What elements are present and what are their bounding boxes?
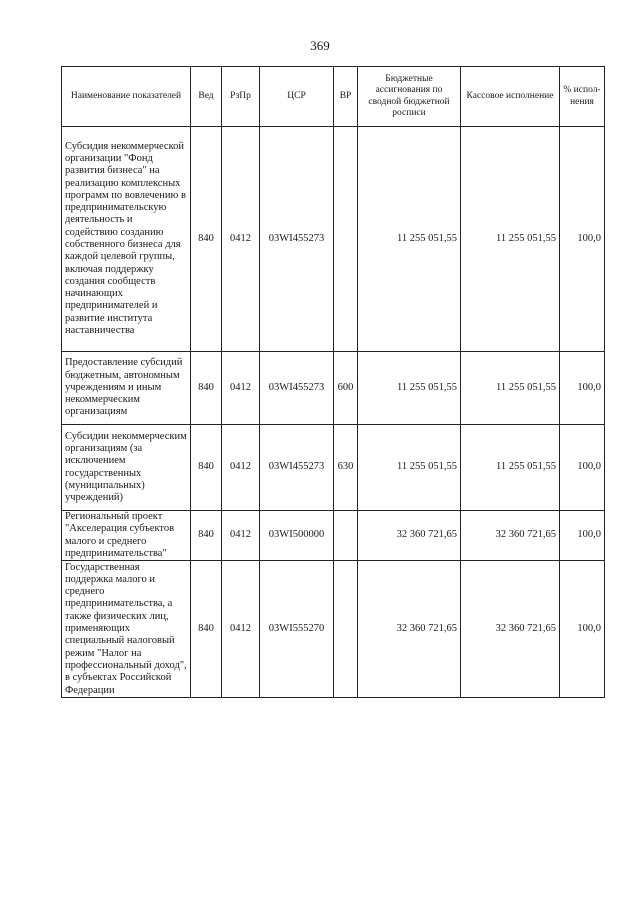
row-cash: 11 255 051,55 <box>461 352 560 425</box>
row-vr: 630 <box>334 425 358 511</box>
row-csr: 03WI455273 <box>260 425 334 511</box>
row-ved: 840 <box>191 511 222 561</box>
row-ved: 840 <box>191 561 222 698</box>
row-csr: 03WI455273 <box>260 352 334 425</box>
row-csr: 03WI555270 <box>260 561 334 698</box>
row-rzpr: 0412 <box>222 561 260 698</box>
row-percent: 100,0 <box>560 561 605 698</box>
row-vr <box>334 511 358 561</box>
table-row <box>62 127 605 352</box>
row-name: Государственная поддержка малого и среднего предпринимательства, а также физических лиц, применяющих специальный налоговый режим "Налог на профессиональный доход", в субъектах Российской Федерации <box>62 561 191 698</box>
header-vr: ВР <box>334 67 358 127</box>
header-ved: Вед <box>191 67 222 127</box>
row-name: Субсидии некоммерческим организациям (за исключением государственных (муниципальных) учреждений) <box>62 425 191 511</box>
row-cash: 32 360 721,65 <box>461 561 560 698</box>
row-ved: 840 <box>191 127 222 352</box>
row-vr <box>334 561 358 698</box>
row-ved: 840 <box>191 352 222 425</box>
table-row <box>62 352 605 425</box>
budget-execution-table <box>61 66 605 698</box>
row-rzpr: 0412 <box>222 511 260 561</box>
table-row <box>62 425 605 511</box>
row-name: Предоставление субсидий бюджетным, автономным учреждениям и иным некоммерческим организациям <box>62 352 191 425</box>
row-percent: 100,0 <box>560 425 605 511</box>
row-budget: 11 255 051,55 <box>358 352 461 425</box>
row-csr: 03WI455273 <box>260 127 334 352</box>
table-header-row <box>62 67 605 127</box>
row-budget: 11 255 051,55 <box>358 425 461 511</box>
row-rzpr: 0412 <box>222 127 260 352</box>
row-cash: 32 360 721,65 <box>461 511 560 561</box>
table-row <box>62 561 605 698</box>
header-rzpr: РзПр <box>222 67 260 127</box>
row-budget: 11 255 051,55 <box>358 127 461 352</box>
row-name: Региональный проект "Акселерация субъектов малого и среднего предпринимательства" <box>62 511 191 561</box>
row-csr: 03WI500000 <box>260 511 334 561</box>
row-budget: 32 360 721,65 <box>358 511 461 561</box>
row-cash: 11 255 051,55 <box>461 425 560 511</box>
header-csr: ЦСР <box>260 67 334 127</box>
row-budget: 32 360 721,65 <box>358 561 461 698</box>
row-name: Субсидия некоммерческой организации "Фонд развития бизнеса" на реализацию комплексных программ по вовлечению в предпринимательскую деятельность и содействию созданию собственного бизнеса для каждой целевой группы, включая поддержку создания сообществ начинающих предпринимателей и развитие института наставничества <box>62 127 191 352</box>
row-cash: 11 255 051,55 <box>461 127 560 352</box>
row-percent: 100,0 <box>560 352 605 425</box>
row-rzpr: 0412 <box>222 352 260 425</box>
header-cash: Кассовое исполнение <box>461 67 560 127</box>
table-row <box>62 511 605 561</box>
header-name: Наименование показателей <box>62 67 191 127</box>
row-vr: 600 <box>334 352 358 425</box>
header-percent: % испол-нения <box>560 67 605 127</box>
row-rzpr: 0412 <box>222 425 260 511</box>
page-number: 369 <box>310 38 330 53</box>
row-percent: 100,0 <box>560 127 605 352</box>
row-percent: 100,0 <box>560 511 605 561</box>
row-ved: 840 <box>191 425 222 511</box>
row-vr <box>334 127 358 352</box>
header-budget: Бюджетные ассигнования по сводной бюджетной росписи <box>358 67 461 127</box>
